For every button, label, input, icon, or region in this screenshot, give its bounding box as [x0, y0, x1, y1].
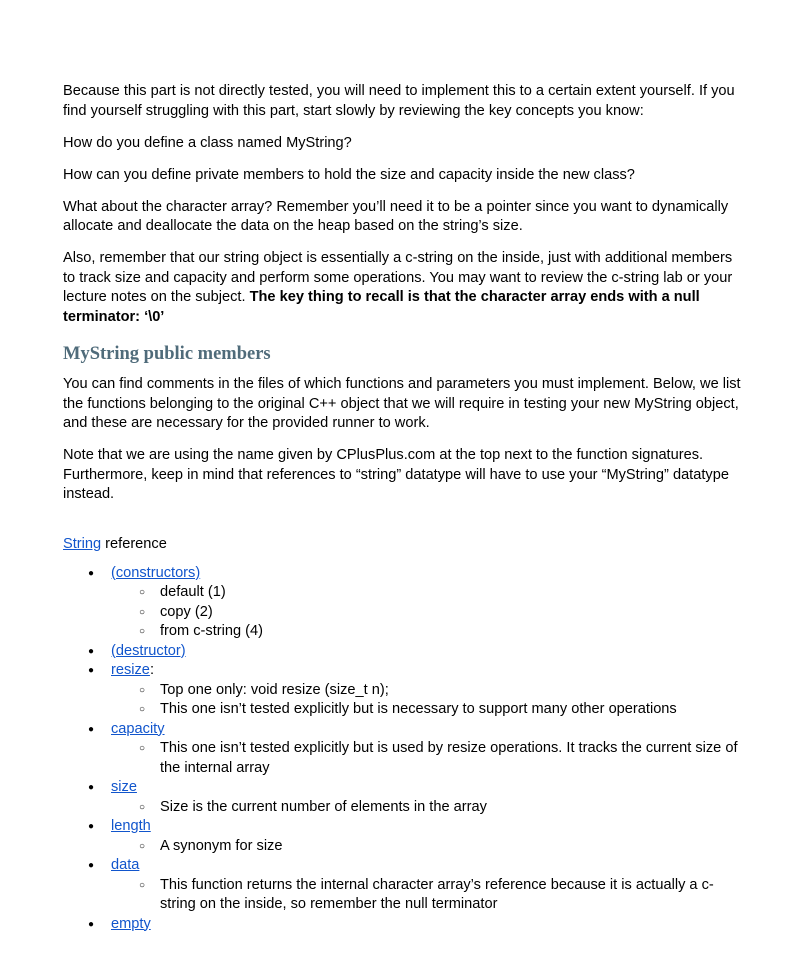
reference-label: reference	[101, 536, 167, 552]
section-heading: MyString public members	[63, 344, 271, 364]
sub-item: ○ default (1)	[160, 583, 745, 603]
resize-sublist	[111, 681, 745, 720]
length-sublist	[111, 837, 745, 857]
spacer	[63, 517, 745, 535]
destructor-link[interactable]: (destructor)	[111, 642, 186, 659]
data-link[interactable]: data	[111, 857, 140, 873]
empty-link[interactable]: empty	[111, 915, 151, 932]
size-sublist	[111, 798, 745, 818]
resize-colon: :	[149, 662, 154, 678]
sub-item: ○ copy (2)	[160, 603, 745, 623]
list-item-size	[111, 778, 745, 817]
list-item-length	[111, 817, 745, 856]
list-item-destructor	[111, 642, 745, 662]
question-class: How do you define a class named MyString?	[63, 134, 352, 151]
resize-link[interactable]: resize	[111, 662, 150, 678]
data-sublist	[111, 876, 745, 915]
list-item-capacity	[111, 720, 745, 779]
c-string-text: Also, remember that our string object is essentially a c-string on the inside, just with additional members to track size and capacity and perform some operations. You may want to review the c-string lab or your lecture notes on the subject.	[63, 250, 733, 305]
constructors-sublist	[111, 583, 745, 642]
c-string-paragraph	[63, 249, 745, 327]
sub-item: ○ This one isn’t tested explicitly but is necessary to support many other operations	[160, 700, 745, 720]
intro-paragraph: Because this part is not directly tested, you will need to implement this to a certain extent yourself. If you find yourself struggling with this part, start slowly by reviewing the key concepts you know:	[63, 83, 735, 119]
sub-item: ○ A synonym for size	[160, 837, 745, 857]
sub-item: ○ Top one only: void resize (size_t n);	[160, 681, 745, 701]
question-character-array: What about the character array? Remember you’ll need it to be a pointer since you want to dynamically allocate and deallocate the data on the heap based on the string’s size.	[63, 198, 729, 234]
section-note-paragraph: Note that we are using the name given by CPlusPlus.com at the top next to the function signatures. Furthermore, keep in mind that references to “string” datatype will have to use your “MyString” datatype instead.	[63, 447, 729, 502]
list-item-resize	[111, 661, 745, 720]
sub-item: ○ This one isn’t tested explicitly but is used by resize operations. It tracks the current size of the internal array	[160, 739, 745, 778]
length-link[interactable]: length	[111, 818, 151, 834]
sub-item: ○ from c-string (4)	[160, 622, 745, 642]
list-item-empty	[111, 915, 745, 935]
capacity-link[interactable]: capacity	[111, 720, 165, 737]
null-terminator-note: The key thing to recall is that the character array ends with a null terminator: ‘\0’	[63, 289, 700, 325]
capacity-sublist	[111, 739, 745, 778]
size-link[interactable]: size	[111, 779, 137, 795]
list-item-constructors	[111, 564, 745, 642]
section-intro-paragraph: You can find comments in the files of which functions and parameters you must implement. Below, we list the functions belonging to the original C++ object that we will require in testing your new MyString object, and these are necessary for the provided runner to work.	[63, 376, 741, 431]
constructors-link[interactable]: (constructors)	[111, 564, 201, 581]
sub-item: ○ This function returns the internal character array’s reference because it is actually a c-string on the inside, so remember the null terminator	[160, 876, 745, 915]
sub-item: ○ Size is the current number of elements in the array	[160, 798, 745, 818]
question-private-members: How can you define private members to hold the size and capacity inside the new class?	[63, 166, 635, 183]
string-reference-line	[63, 535, 745, 555]
string-reference-link[interactable]: String	[63, 536, 102, 552]
list-item-data	[111, 856, 745, 915]
function-list	[63, 564, 745, 935]
